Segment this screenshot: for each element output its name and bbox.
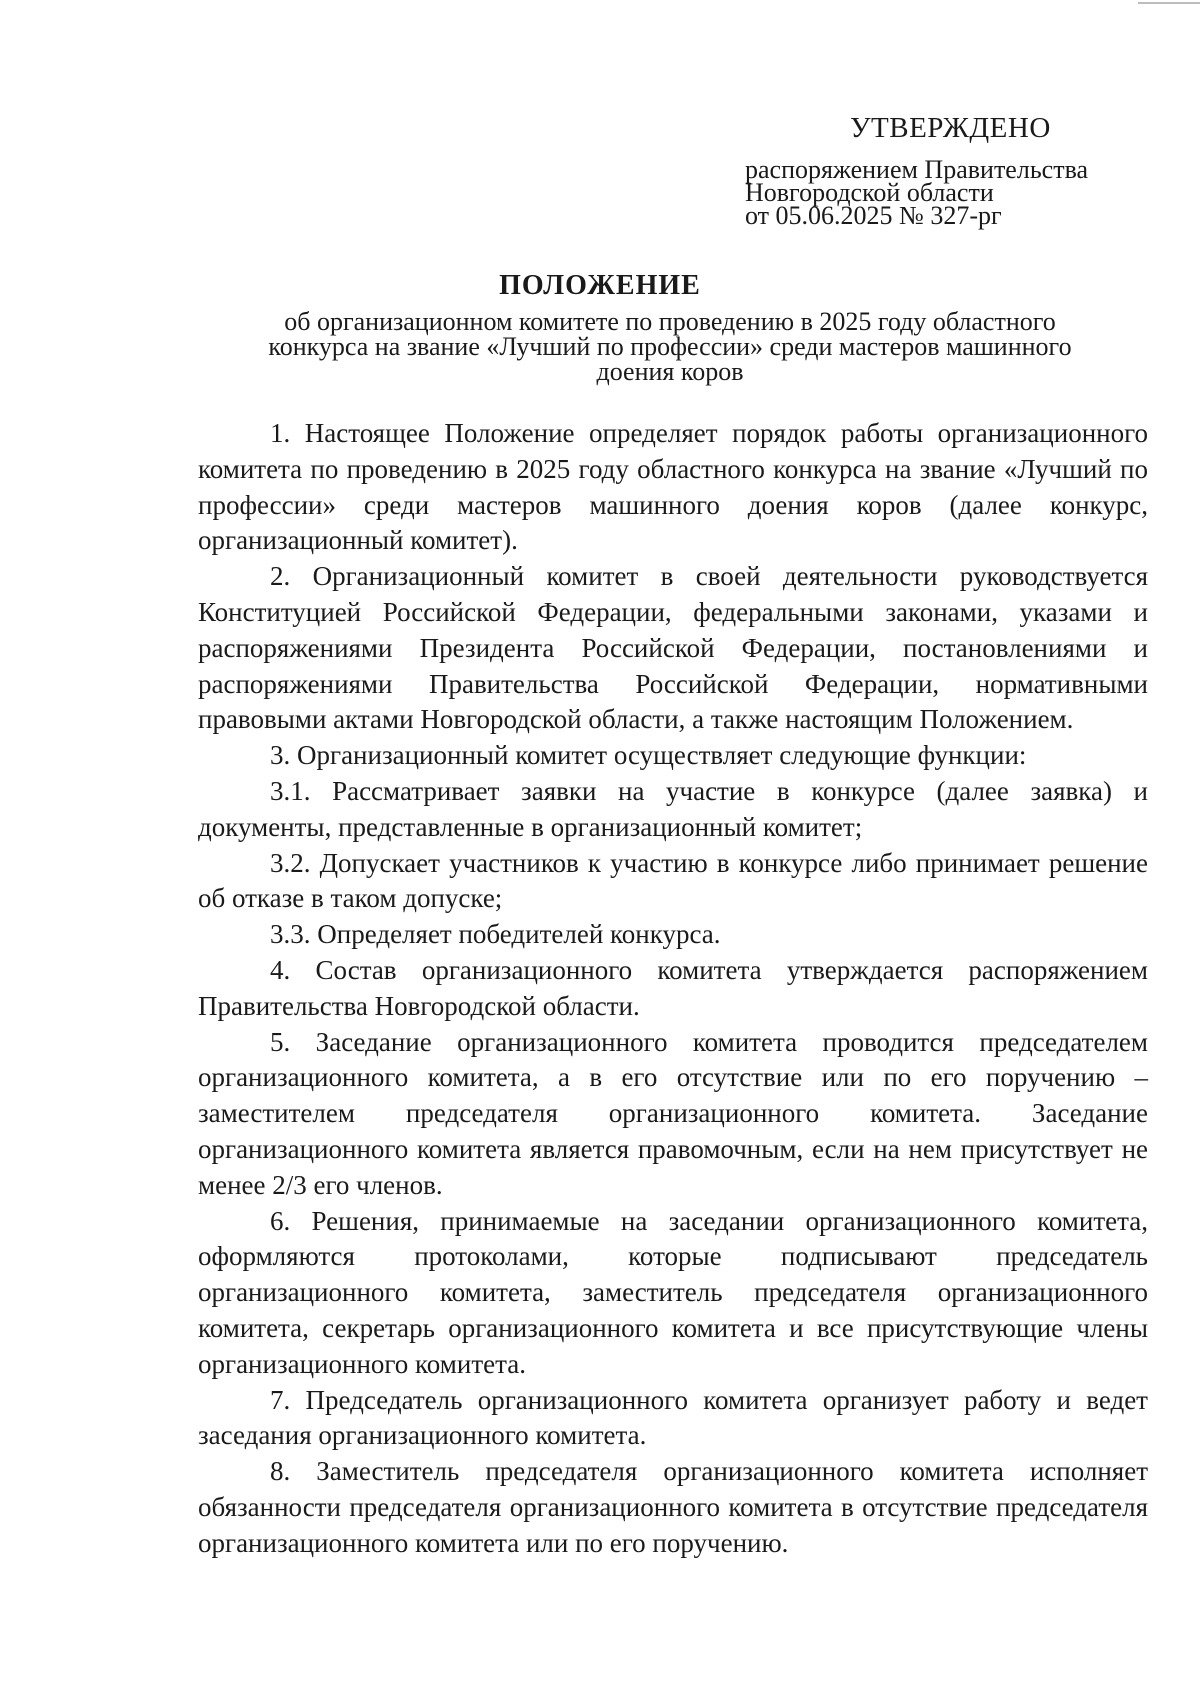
paragraph-4: 4. Состав организационного комитета утверждается распоряжением Правительства Новгородской области. [198, 954, 1148, 1021]
subtitle-line-1: об организационном комитете по проведению в 2025 году областного [284, 307, 1056, 336]
approval-line-2: Новгородской области [745, 178, 994, 207]
paragraph-3-1: 3.1. Рассматривает заявки на участие в конкурсе (далее заявка) и документы, представленные в организационный комитет; [198, 775, 1148, 842]
paragraph-3-3: 3.3. Определяет победителей конкурса. [270, 919, 721, 950]
approval-block [745, 110, 1165, 230]
paragraph-3: 3. Организационный комитет осуществляет следующие функции: [270, 740, 1027, 771]
paragraph-3-2: 3.2. Допускает участников к участию в конкурсе либо принимает решение об отказе в таком допуске; [198, 847, 1148, 914]
paragraph-5: 5. Заседание организационного комитета проводится председателем организационного комитета, а в его отсутствие или по его поручению – заместителем председателя организационного комитета. Заседание организационного комитета является правомочным, если на нем присутствует не менее 2/3 его членов. [198, 1026, 1148, 1200]
subtitle-line-3: доения коров [596, 357, 744, 386]
paragraph-1: 1. Настоящее Положение определяет порядок работы организационного комитета по проведению в 2025 году областного конкурса на звание «Лучший по профессии» среди мастеров машинного доения коров (далее конкурс, организационный комитет). [198, 418, 1148, 556]
approval-line-1: распоряжением Правительства [745, 155, 1089, 184]
approval-line-3: от 05.06.2025 № 327-рг [745, 201, 1002, 230]
scan-edge-mark [1138, 2, 1200, 4]
document-body [198, 416, 1148, 1562]
subtitle-line-2: конкурса на звание «Лучший по профессии» среди мастеров машинного [268, 332, 1072, 361]
document-subtitle [215, 309, 1125, 384]
paragraph-2: 2. Организационный комитет в своей деятельности руководствуется Конституцией Российской Федерации, федеральными законами, указами и распоряжениями Президента Российской Федерации, постановлениями и распоряжениями Правительства Российской Федерации, нормативными правовыми актами Новгородской области, а также настоящим Положением. [198, 561, 1148, 735]
paragraph-6: 6. Решения, принимаемые на заседании организационного комитета, оформляются протоколами, которые подписывают председатель организационного комитета, заместитель председателя организационного комитета, секретарь организационного комитета и все присутствующие члены организационного комитета. [198, 1205, 1148, 1379]
paragraph-7: 7. Председатель организационного комитета организует работу и ведет заседания организационного комитета. [198, 1384, 1148, 1451]
paragraph-8: 8. Заместитель председателя организационного комитета исполняет обязанности председателя организационного комитета в отсутствие председателя организационного комитета или по его поручению. [198, 1456, 1148, 1558]
document-title: ПОЛОЖЕНИЕ [499, 270, 701, 301]
approval-title: УТВЕРЖДЕНО [850, 112, 1051, 144]
